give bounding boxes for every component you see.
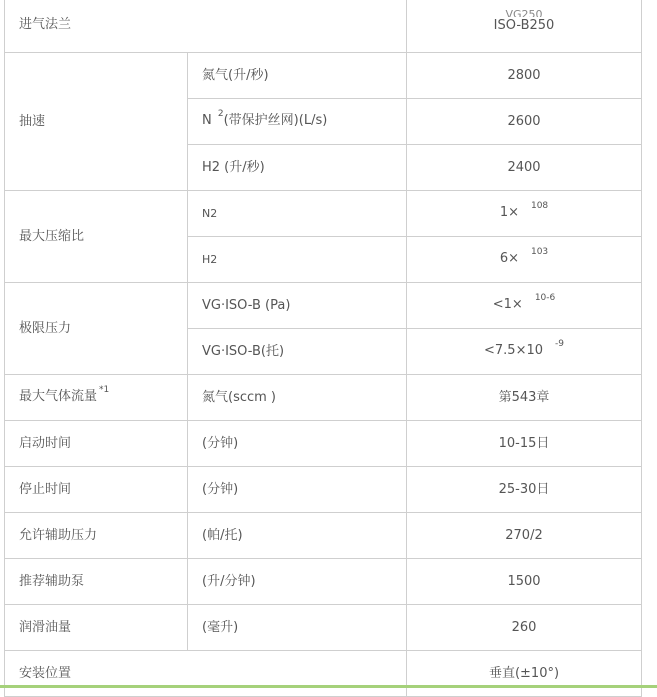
table-row — [5, 53, 642, 99]
compression-value-h2-sup: 103 — [530, 247, 549, 257]
start-time-value: 10-15日 — [407, 421, 642, 467]
table-row — [5, 421, 642, 467]
table-row — [5, 467, 642, 513]
compression-value-n2-sup: 108 — [530, 201, 549, 211]
table-row — [5, 559, 642, 605]
flange-value-main: ISO-B250 — [493, 17, 555, 33]
speed-sub-n2-mesh-rest: (带保护丝网)(L/s) — [223, 113, 328, 128]
spec-table-wrapper — [4, 0, 642, 697]
compression-sub-n2: N2 — [188, 191, 407, 237]
speed-sub-n2-mesh-sup: 2 — [217, 109, 224, 119]
aux-pump-sub: (升/分钟) — [188, 559, 407, 605]
ultimate-sub-torr: VG·ISO-B(托) — [188, 329, 407, 375]
ultimate-value-pa — [407, 283, 642, 329]
spec-table — [4, 0, 642, 697]
compression-label: 最大压缩比 — [5, 191, 188, 283]
ultimate-value-torr-sup: -9 — [555, 339, 564, 349]
ultimate-value-torr-base: <7.5×10 — [484, 343, 544, 358]
max-flow-value: 第543章 — [407, 375, 642, 421]
compression-value-h2 — [407, 237, 642, 283]
table-row — [5, 283, 642, 329]
aux-pump-label: 推荐辅助泵 — [5, 559, 188, 605]
aux-pressure-value: 270/2 — [407, 513, 642, 559]
ultimate-value-pa-sup: 10-6 — [534, 293, 556, 303]
table-row — [5, 0, 642, 53]
aux-pump-value: 1500 — [407, 559, 642, 605]
table-row — [5, 651, 642, 697]
max-flow-label-text: 最大气体流量 — [19, 389, 98, 404]
aux-pressure-label: 允许辅助压力 — [5, 513, 188, 559]
mount-label: 安装位置 — [5, 651, 407, 697]
table-row — [5, 191, 642, 237]
start-time-label: 启动时间 — [5, 421, 188, 467]
compression-value-h2-base: 6× — [499, 251, 519, 266]
stop-time-label: 停止时间 — [5, 467, 188, 513]
table-row — [5, 375, 642, 421]
speed-sub-n2-mesh — [188, 99, 407, 145]
table-row — [5, 605, 642, 651]
max-flow-sub: 氮气(sccm ) — [188, 375, 407, 421]
speed-sub-h2: H2 (升/秒) — [188, 145, 407, 191]
speed-sub-n2: 氮气(升/秒) — [188, 53, 407, 99]
speed-value-h2: 2400 — [407, 145, 642, 191]
max-flow-label — [5, 375, 188, 421]
speed-value-n2: 2800 — [407, 53, 642, 99]
compression-value-n2-base: 1× — [499, 205, 519, 220]
max-flow-label-sup: *1 — [99, 385, 110, 395]
ultimate-sub-pa: VG·ISO-B (Pa) — [188, 283, 407, 329]
ultimate-value-pa-base: <1× — [492, 297, 523, 312]
speed-label: 抽速 — [5, 53, 188, 191]
oil-label: 润滑油量 — [5, 605, 188, 651]
aux-pressure-sub: (帕/托) — [188, 513, 407, 559]
flange-label: 进气法兰 — [5, 0, 407, 53]
oil-value: 260 — [407, 605, 642, 651]
speed-sub-n2-mesh-base: N — [202, 113, 212, 128]
flange-value-top: VG250 — [505, 8, 543, 17]
stop-time-sub: (分钟) — [188, 467, 407, 513]
stop-time-value: 25-30日 — [407, 467, 642, 513]
compression-value-n2 — [407, 191, 642, 237]
ultimate-label: 极限压力 — [5, 283, 188, 375]
oil-sub: (毫升) — [188, 605, 407, 651]
compression-sub-h2: H2 — [188, 237, 407, 283]
table-row — [5, 513, 642, 559]
flange-value — [407, 0, 642, 53]
ultimate-value-torr — [407, 329, 642, 375]
start-time-sub: (分钟) — [188, 421, 407, 467]
speed-value-n2-mesh: 2600 — [407, 99, 642, 145]
mount-value: 垂直(±10°) — [407, 651, 642, 697]
